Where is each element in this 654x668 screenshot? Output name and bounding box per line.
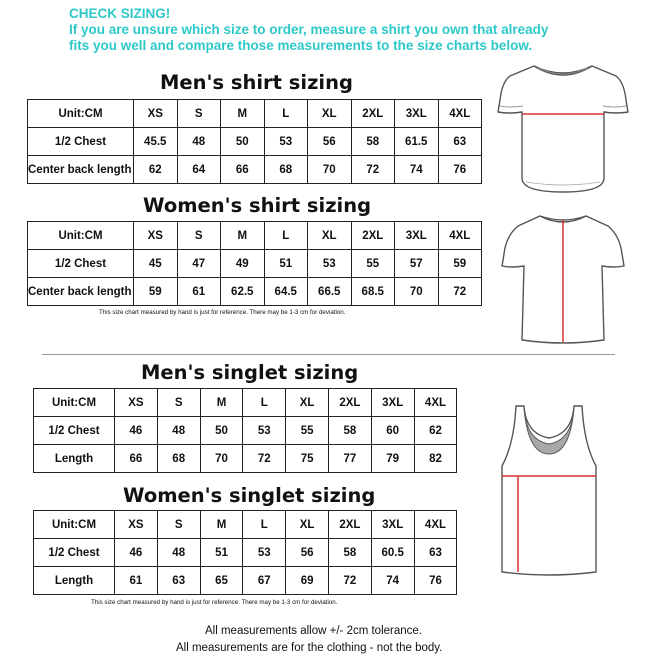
measurement-value: 60.5 [371, 539, 414, 567]
womens-singlet-title: Women's singlet sizing [123, 484, 376, 507]
section-divider [42, 354, 615, 355]
size-label: S [157, 389, 200, 417]
measurement-value: 66.5 [308, 278, 352, 306]
measurement-label: Center back length [28, 278, 134, 306]
size-label: L [264, 100, 308, 128]
size-label: S [157, 511, 200, 539]
measurement-value: 82 [414, 445, 457, 473]
measurement-value: 58 [351, 128, 395, 156]
unit-label: Unit:CM [34, 389, 115, 417]
measurement-label: Length [34, 567, 115, 595]
measurement-value: 48 [177, 128, 221, 156]
measurement-value: 48 [157, 417, 200, 445]
measurement-value: 55 [286, 417, 329, 445]
size-label: M [200, 511, 243, 539]
measurement-value: 70 [308, 156, 352, 184]
size-label: XS [134, 100, 178, 128]
size-header-row [34, 389, 457, 417]
measurement-value: 76 [414, 567, 457, 595]
measurement-value: 79 [371, 445, 414, 473]
measurement-value: 72 [243, 445, 286, 473]
size-label: XS [115, 389, 158, 417]
size-label: XS [134, 222, 178, 250]
measurement-value: 53 [264, 128, 308, 156]
measurement-value: 70 [200, 445, 243, 473]
measurement-value: 75 [286, 445, 329, 473]
size-label: S [177, 222, 221, 250]
size-label: XL [308, 222, 352, 250]
measurement-value: 76 [438, 156, 482, 184]
size-header-row [34, 511, 457, 539]
measurement-row [28, 250, 482, 278]
measurement-value: 61 [115, 567, 158, 595]
size-label: M [221, 100, 265, 128]
size-label: XS [115, 511, 158, 539]
singlet-deviation-note: This size chart measured by hand is just for reference. There may be 1-3 cm for deviation. [91, 599, 338, 606]
measurement-value: 62.5 [221, 278, 265, 306]
measurement-value: 55 [351, 250, 395, 278]
measurement-value: 72 [438, 278, 482, 306]
measurement-value: 53 [308, 250, 352, 278]
measurement-value: 63 [157, 567, 200, 595]
size-label: 2XL [351, 100, 395, 128]
measurement-row [34, 417, 457, 445]
measurement-value: 74 [395, 156, 439, 184]
measurement-value: 53 [243, 539, 286, 567]
measurement-label: Length [34, 445, 115, 473]
shirt-deviation-note: This size chart measured by hand is just for reference. There may be 1-3 cm for deviation. [99, 309, 346, 316]
measurement-value: 67 [243, 567, 286, 595]
size-header-row [28, 222, 482, 250]
tolerance-note: All measurements allow +/- 2cm tolerance. [205, 625, 422, 637]
mens-singlet-title: Men's singlet sizing [141, 361, 359, 384]
unit-label: Unit:CM [34, 511, 115, 539]
measurement-value: 57 [395, 250, 439, 278]
mens-shirt-title: Men's shirt sizing [160, 71, 353, 94]
mens-tshirt-diagram [496, 60, 630, 198]
measurement-value: 74 [371, 567, 414, 595]
measurement-value: 63 [414, 539, 457, 567]
womens-singlet-table [33, 510, 457, 595]
measurement-label: 1/2 Chest [28, 250, 134, 278]
singlet-diagram [500, 404, 598, 578]
size-label: 4XL [438, 100, 482, 128]
size-label: XL [308, 100, 352, 128]
measurement-value: 59 [438, 250, 482, 278]
measurement-value: 50 [221, 128, 265, 156]
measurement-value: 68.5 [351, 278, 395, 306]
measurement-row [28, 156, 482, 184]
measurement-value: 48 [157, 539, 200, 567]
measurement-value: 50 [200, 417, 243, 445]
measurement-row [34, 445, 457, 473]
measurement-value: 58 [328, 539, 371, 567]
measurement-value: 69 [286, 567, 329, 595]
unit-label: Unit:CM [28, 222, 134, 250]
header-title: CHECK SIZING! [69, 6, 171, 21]
measurement-value: 64 [177, 156, 221, 184]
measurement-value: 61 [177, 278, 221, 306]
size-label: 3XL [371, 511, 414, 539]
measurement-label: 1/2 Chest [28, 128, 134, 156]
size-label: XL [286, 511, 329, 539]
size-header-row [28, 100, 482, 128]
measurement-label: Center back length [28, 156, 134, 184]
measurement-value: 51 [200, 539, 243, 567]
measurement-value: 68 [264, 156, 308, 184]
measurement-label: 1/2 Chest [34, 539, 115, 567]
size-label: L [264, 222, 308, 250]
measurement-value: 56 [286, 539, 329, 567]
size-label: 4XL [414, 511, 457, 539]
measurement-value: 68 [157, 445, 200, 473]
measurement-value: 61.5 [395, 128, 439, 156]
size-label: 2XL [328, 389, 371, 417]
size-label: M [221, 222, 265, 250]
measurement-value: 45 [134, 250, 178, 278]
measurement-value: 72 [328, 567, 371, 595]
size-label: L [243, 389, 286, 417]
measurement-value: 58 [328, 417, 371, 445]
size-label: 2XL [328, 511, 371, 539]
measurement-value: 62 [134, 156, 178, 184]
measurement-value: 66 [221, 156, 265, 184]
measurement-value: 47 [177, 250, 221, 278]
measurement-value: 59 [134, 278, 178, 306]
size-label: 3XL [395, 222, 439, 250]
womens-tshirt-diagram [496, 210, 630, 350]
size-label: 4XL [414, 389, 457, 417]
measurement-value: 63 [438, 128, 482, 156]
measurement-value: 72 [351, 156, 395, 184]
measurement-row [34, 539, 457, 567]
mens-singlet-table [33, 388, 457, 473]
size-label: M [200, 389, 243, 417]
size-label: 4XL [438, 222, 482, 250]
measurement-row [34, 567, 457, 595]
measurement-value: 49 [221, 250, 265, 278]
measurement-value: 56 [308, 128, 352, 156]
header-line-2: fits you well and compare those measurements to the size charts below. [69, 38, 533, 53]
womens-shirt-table [27, 221, 482, 306]
measurement-value: 65 [200, 567, 243, 595]
measurement-value: 46 [115, 417, 158, 445]
size-label: L [243, 511, 286, 539]
clothing-note: All measurements are for the clothing - not the body. [176, 642, 443, 654]
measurement-label: 1/2 Chest [34, 417, 115, 445]
measurement-row [28, 278, 482, 306]
measurement-value: 45.5 [134, 128, 178, 156]
measurement-value: 53 [243, 417, 286, 445]
measurement-value: 77 [328, 445, 371, 473]
measurement-value: 66 [115, 445, 158, 473]
size-label: 2XL [351, 222, 395, 250]
measurement-value: 46 [115, 539, 158, 567]
size-label: 3XL [371, 389, 414, 417]
size-label: S [177, 100, 221, 128]
measurement-value: 62 [414, 417, 457, 445]
mens-shirt-table [27, 99, 482, 184]
size-label: XL [286, 389, 329, 417]
instructions-header [69, 6, 589, 54]
measurement-value: 70 [395, 278, 439, 306]
measurement-value: 51 [264, 250, 308, 278]
size-label: 3XL [395, 100, 439, 128]
header-line-1: If you are unsure which size to order, measure a shirt you own that already [69, 22, 549, 37]
measurement-value: 60 [371, 417, 414, 445]
unit-label: Unit:CM [28, 100, 134, 128]
measurement-value: 64.5 [264, 278, 308, 306]
womens-shirt-title: Women's shirt sizing [143, 194, 372, 217]
measurement-row [28, 128, 482, 156]
